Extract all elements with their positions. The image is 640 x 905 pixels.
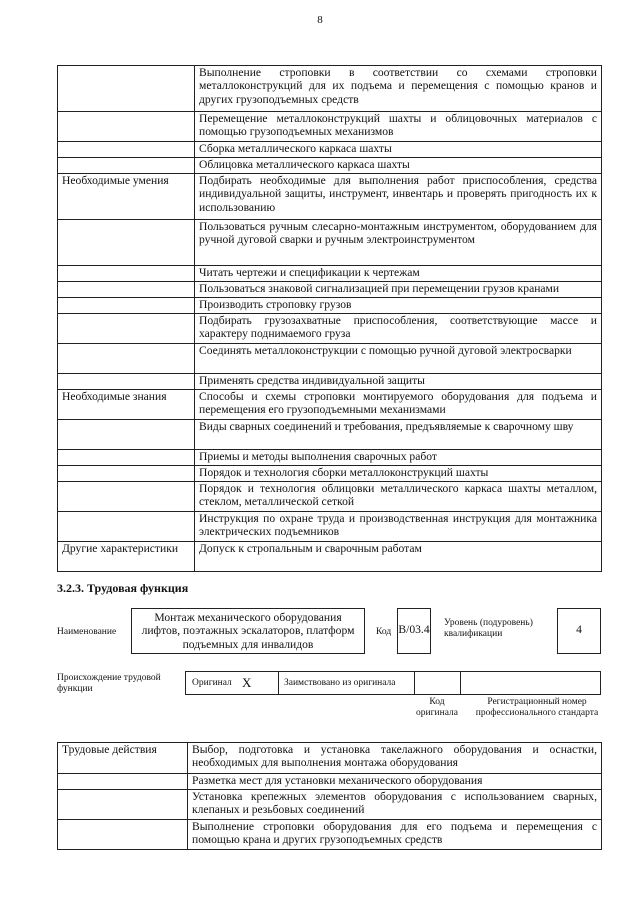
row-label — [58, 466, 195, 482]
section-heading: 3.2.3. Трудовая функция — [57, 581, 189, 595]
level-label: Уровень (подуровень) квалификации — [444, 618, 533, 639]
row-label — [58, 774, 188, 790]
requirements-table — [57, 65, 602, 572]
origin-cell-original — [186, 672, 279, 694]
row-text: Способы и схемы строповки монтируемого оборудования для подъема и перемещения его грузоподъемными механизмами — [195, 390, 602, 420]
row-label: Необходимые умения — [58, 174, 195, 220]
row-label — [58, 374, 195, 390]
code-caption: Код оригинала — [416, 697, 458, 718]
table-row — [58, 820, 602, 850]
row-label — [58, 344, 195, 374]
row-label: Необходимые знания — [58, 390, 195, 420]
row-text: Порядок и технология сборки металлоконструкций шахты — [195, 466, 602, 482]
row-label — [58, 220, 195, 266]
row-text: Читать чертежи и спецификации к чертежам — [195, 266, 602, 282]
row-label — [58, 158, 195, 174]
table-row — [58, 174, 602, 220]
table-row — [58, 112, 602, 142]
origin-cell-borrowed — [278, 672, 415, 694]
table-row — [58, 466, 602, 482]
origin-label: Происхождение трудовой функции — [57, 673, 161, 694]
row-text: Пользоваться знаковой сигнализацией при перемещении грузов кранами — [195, 282, 602, 298]
table-row — [58, 420, 602, 450]
reg-caption: Регистрационный номер профессионального стандарта — [475, 697, 599, 718]
original-label: Оригинал — [192, 678, 232, 688]
row-label: Трудовые действия — [58, 743, 188, 774]
row-text: Подбирать грузозахватные приспособления, соответствующие массе и характеру поднимаемого груза — [195, 314, 602, 344]
table-row — [58, 390, 602, 420]
row-label — [58, 420, 195, 450]
origin-cell-code — [414, 672, 461, 694]
row-text: Сборка металлического каркаса шахты — [195, 142, 602, 158]
table-row — [58, 282, 602, 298]
table-row — [58, 790, 602, 820]
row-text: Виды сварных соединений и требования, предъявляемые к сварочному шву — [195, 420, 602, 450]
table-row — [58, 142, 602, 158]
table-row — [58, 374, 602, 390]
row-text: Применять средства индивидуальной защиты — [195, 374, 602, 390]
row-text: Допуск к стропальным и сварочным работам — [195, 542, 602, 572]
row-label — [58, 790, 188, 820]
row-text: Облицовка металлического каркаса шахты — [195, 158, 602, 174]
row-label — [58, 266, 195, 282]
row-label: Другие характеристики — [58, 542, 195, 572]
table-row — [58, 774, 602, 790]
row-label — [58, 298, 195, 314]
borrowed-label: Заимствовано из оригинала — [284, 678, 396, 688]
table-row — [58, 512, 602, 542]
table-row — [58, 158, 602, 174]
row-label — [58, 820, 188, 850]
labor-actions-table — [57, 742, 602, 850]
row-text: Перемещение металлоконструкций шахты и облицовочных материалов с помощью грузоподъемных механизмов — [195, 112, 602, 142]
row-text: Установка крепежных элементов оборудования с использованием сварных, клепаных и резьбовых соединений — [188, 790, 602, 820]
row-label — [58, 482, 195, 512]
row-label — [58, 450, 195, 466]
table-row — [58, 542, 602, 572]
level-value: 4 — [557, 608, 601, 654]
row-text: Выбор, подготовка и установка такелажного оборудования и оснастки, необходимых для выполнения монтажа оборудования — [188, 743, 602, 774]
table-row — [58, 482, 602, 512]
name-label: Наименование — [57, 627, 117, 637]
table-row — [58, 220, 602, 266]
row-text: Инструкция по охране труда и производственная инструкция для монтажника электрических подъемников — [195, 512, 602, 542]
table-row — [58, 314, 602, 344]
code-label: Код — [376, 627, 392, 637]
row-text: Соединять металлоконструкции с помощью ручной дуговой электросварки — [195, 344, 602, 374]
function-name: Монтаж механического оборудования лифтов, поэтажных эскалаторов, платформ подъемных для инвалидов — [131, 608, 365, 654]
row-text: Порядок и технология облицовки металлического каркаса шахты металлом, стеклом, металлической сеткой — [195, 482, 602, 512]
table-row — [58, 743, 602, 774]
table-row — [58, 66, 602, 112]
row-text: Пользоваться ручным слесарно-монтажным инструментом, оборудованием для ручной дуговой сварки и ручным электроинструментом — [195, 220, 602, 266]
row-text: Приемы и методы выполнения сварочных работ — [195, 450, 602, 466]
table-row — [58, 266, 602, 282]
row-label — [58, 512, 195, 542]
page-number: 8 — [317, 14, 323, 26]
row-text: Разметка мест для установки механического оборудования — [188, 774, 602, 790]
row-label — [58, 282, 195, 298]
table-row — [58, 298, 602, 314]
table-row — [58, 450, 602, 466]
row-text: Производить строповку грузов — [195, 298, 602, 314]
original-mark: X — [242, 675, 252, 690]
row-label — [58, 112, 195, 142]
row-text: Выполнение строповки в соответствии со схемами строповки металлоконструкций для их подъема и перемещения с помощью кранов и других грузоподъемных средств — [195, 66, 602, 112]
row-text: Выполнение строповки оборудования для его подъема и перемещения с помощью крана и других грузоподъемных средств — [188, 820, 602, 850]
table-row — [58, 344, 602, 374]
row-text: Подбирать необходимые для выполнения работ приспособления, средства индивидуальной защиты, инструмент, инвентарь и проверять пригодность их к использованию — [195, 174, 602, 220]
function-code: В/03.4 — [397, 608, 431, 654]
origin-table — [185, 671, 601, 695]
row-label — [58, 66, 195, 112]
row-label — [58, 314, 195, 344]
row-label — [58, 142, 195, 158]
